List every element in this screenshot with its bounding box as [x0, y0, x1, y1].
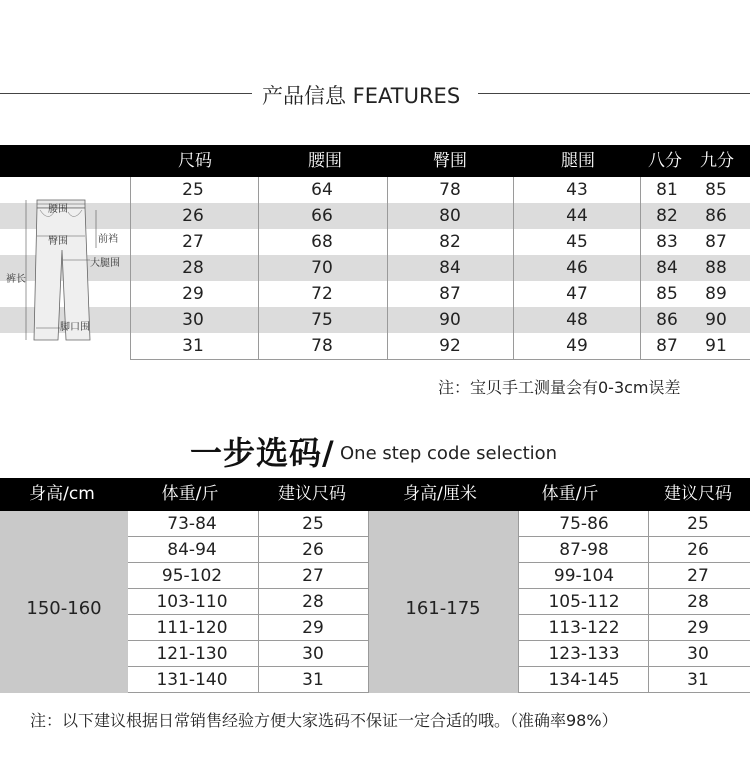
diagram-label-waist: 腰围	[48, 204, 68, 215]
size-cell: 30	[182, 310, 204, 330]
suggested-size-cell: 31	[302, 670, 324, 690]
weight-cell: 134-145	[548, 670, 620, 690]
table-grid-line	[128, 588, 368, 589]
suggested-size-cell: 30	[687, 644, 709, 664]
size-cell: 84	[656, 258, 678, 278]
size-cell: 78	[439, 180, 461, 200]
size-cell: 88	[705, 258, 727, 278]
weight-cell: 113-122	[548, 618, 620, 638]
table-grid-line	[128, 536, 368, 537]
suggested-size-cell: 27	[687, 566, 709, 586]
diagram-label-hem: 脚口围	[60, 322, 90, 333]
size-cell: 81	[656, 180, 678, 200]
table-grid-line	[518, 640, 750, 641]
size-header-4: 八分	[648, 151, 682, 171]
weight-cell: 99-104	[553, 566, 615, 586]
table-grid-line	[128, 666, 368, 667]
table-grid-line	[518, 588, 750, 589]
size-cell: 87	[705, 232, 727, 252]
table-grid-line	[518, 692, 750, 693]
size-header-1: 腰围	[308, 151, 342, 171]
size-cell: 25	[182, 180, 204, 200]
weight-cell: 87-98	[559, 540, 609, 560]
selection-header-5: 建议尺码	[664, 484, 732, 504]
table-grid-line	[128, 614, 368, 615]
size-header-0: 尺码	[178, 151, 212, 171]
size-cell: 28	[182, 258, 204, 278]
size-cell: 43	[566, 180, 588, 200]
size-cell: 49	[566, 336, 588, 356]
weight-cell: 103-110	[156, 592, 228, 612]
size-cell: 90	[705, 310, 727, 330]
weight-cell: 95-102	[161, 566, 223, 586]
selection-header-4: 体重/斤	[541, 484, 599, 504]
size-cell: 80	[439, 206, 461, 226]
diagram-label-thigh: 大腿围	[90, 258, 120, 269]
diagram-label-hip: 臀围	[48, 236, 68, 247]
weight-cell: 105-112	[548, 592, 620, 612]
size-cell: 86	[656, 310, 678, 330]
suggested-size-cell: 31	[687, 670, 709, 690]
size-header-2: 臀围	[433, 151, 467, 171]
section-title: 产品信息 FEATURES	[262, 84, 461, 108]
size-cell: 82	[439, 232, 461, 252]
weight-cell: 121-130	[156, 644, 228, 664]
table-grid-line	[128, 640, 368, 641]
size-cell: 66	[311, 206, 333, 226]
size-cell: 90	[439, 310, 461, 330]
size-cell: 78	[311, 336, 333, 356]
size-cell: 45	[566, 232, 588, 252]
size-cell: 70	[311, 258, 333, 278]
size-header-5: 九分	[700, 151, 734, 171]
table-grid-line	[130, 359, 750, 360]
table-grid-line	[518, 614, 750, 615]
size-cell: 87	[656, 336, 678, 356]
size-cell: 64	[311, 180, 333, 200]
table-grid-line	[387, 177, 388, 359]
selection-header-0: 身高/cm	[29, 484, 95, 504]
size-cell: 83	[656, 232, 678, 252]
size-cell: 46	[566, 258, 588, 278]
selection-header-3: 身高/厘米	[403, 484, 477, 504]
suggested-size-cell: 25	[302, 514, 324, 534]
diagram-label-length: 裤长	[6, 274, 26, 285]
selection-note: 注：以下建议根据日常销售经验方便大家选码不保证一定合适的哦。（准确率98%）	[30, 711, 618, 730]
table-grid-line	[513, 177, 514, 359]
size-cell: 91	[705, 336, 727, 356]
table-grid-line	[518, 562, 750, 563]
weight-cell: 123-133	[548, 644, 620, 664]
size-cell: 75	[311, 310, 333, 330]
table-grid-line	[518, 536, 750, 537]
table-grid-line	[130, 177, 131, 359]
size-cell: 27	[182, 232, 204, 252]
table-grid-line	[128, 562, 368, 563]
table-grid-line	[128, 692, 368, 693]
size-cell: 85	[705, 180, 727, 200]
suggested-size-cell: 28	[302, 592, 324, 612]
suggested-size-cell: 25	[687, 514, 709, 534]
step-title-main: 一步选码/	[190, 434, 335, 472]
size-cell: 68	[311, 232, 333, 252]
size-cell: 44	[566, 206, 588, 226]
size-cell: 86	[705, 206, 727, 226]
size-cell: 92	[439, 336, 461, 356]
weight-cell: 84-94	[167, 540, 217, 560]
weight-cell: 73-84	[167, 514, 217, 534]
size-cell: 29	[182, 284, 204, 304]
measurement-note: 注：宝贝手工测量会有0-3cm误差	[438, 378, 681, 397]
pants-diagram	[0, 180, 130, 360]
suggested-size-cell: 27	[302, 566, 324, 586]
size-cell: 26	[182, 206, 204, 226]
selection-header-2: 建议尺码	[278, 484, 346, 504]
size-cell: 31	[182, 336, 204, 356]
suggested-size-cell: 30	[302, 644, 324, 664]
size-cell: 82	[656, 206, 678, 226]
right-height-range: 161-175	[405, 598, 481, 619]
suggested-size-cell: 28	[687, 592, 709, 612]
step-title-sub: One step code selection	[340, 443, 558, 464]
size-cell: 47	[566, 284, 588, 304]
title-divider-right	[478, 93, 750, 94]
title-divider-left	[0, 93, 252, 94]
table-grid-line	[368, 511, 369, 693]
left-height-range: 150-160	[26, 598, 102, 619]
size-cell: 89	[705, 284, 727, 304]
size-cell: 84	[439, 258, 461, 278]
diagram-label-front-rise: 前裆	[98, 234, 118, 245]
weight-cell: 131-140	[156, 670, 228, 690]
size-cell: 85	[656, 284, 678, 304]
size-cell: 87	[439, 284, 461, 304]
size-header-3: 腿围	[561, 151, 595, 171]
weight-cell: 75-86	[559, 514, 609, 534]
size-cell: 72	[311, 284, 333, 304]
suggested-size-cell: 26	[302, 540, 324, 560]
table-grid-line	[518, 666, 750, 667]
suggested-size-cell: 29	[302, 618, 324, 638]
suggested-size-cell: 26	[687, 540, 709, 560]
table-grid-line	[640, 177, 641, 359]
table-grid-line	[258, 177, 259, 359]
size-cell: 48	[566, 310, 588, 330]
selection-header-1: 体重/斤	[161, 484, 219, 504]
suggested-size-cell: 29	[687, 618, 709, 638]
weight-cell: 111-120	[156, 618, 228, 638]
